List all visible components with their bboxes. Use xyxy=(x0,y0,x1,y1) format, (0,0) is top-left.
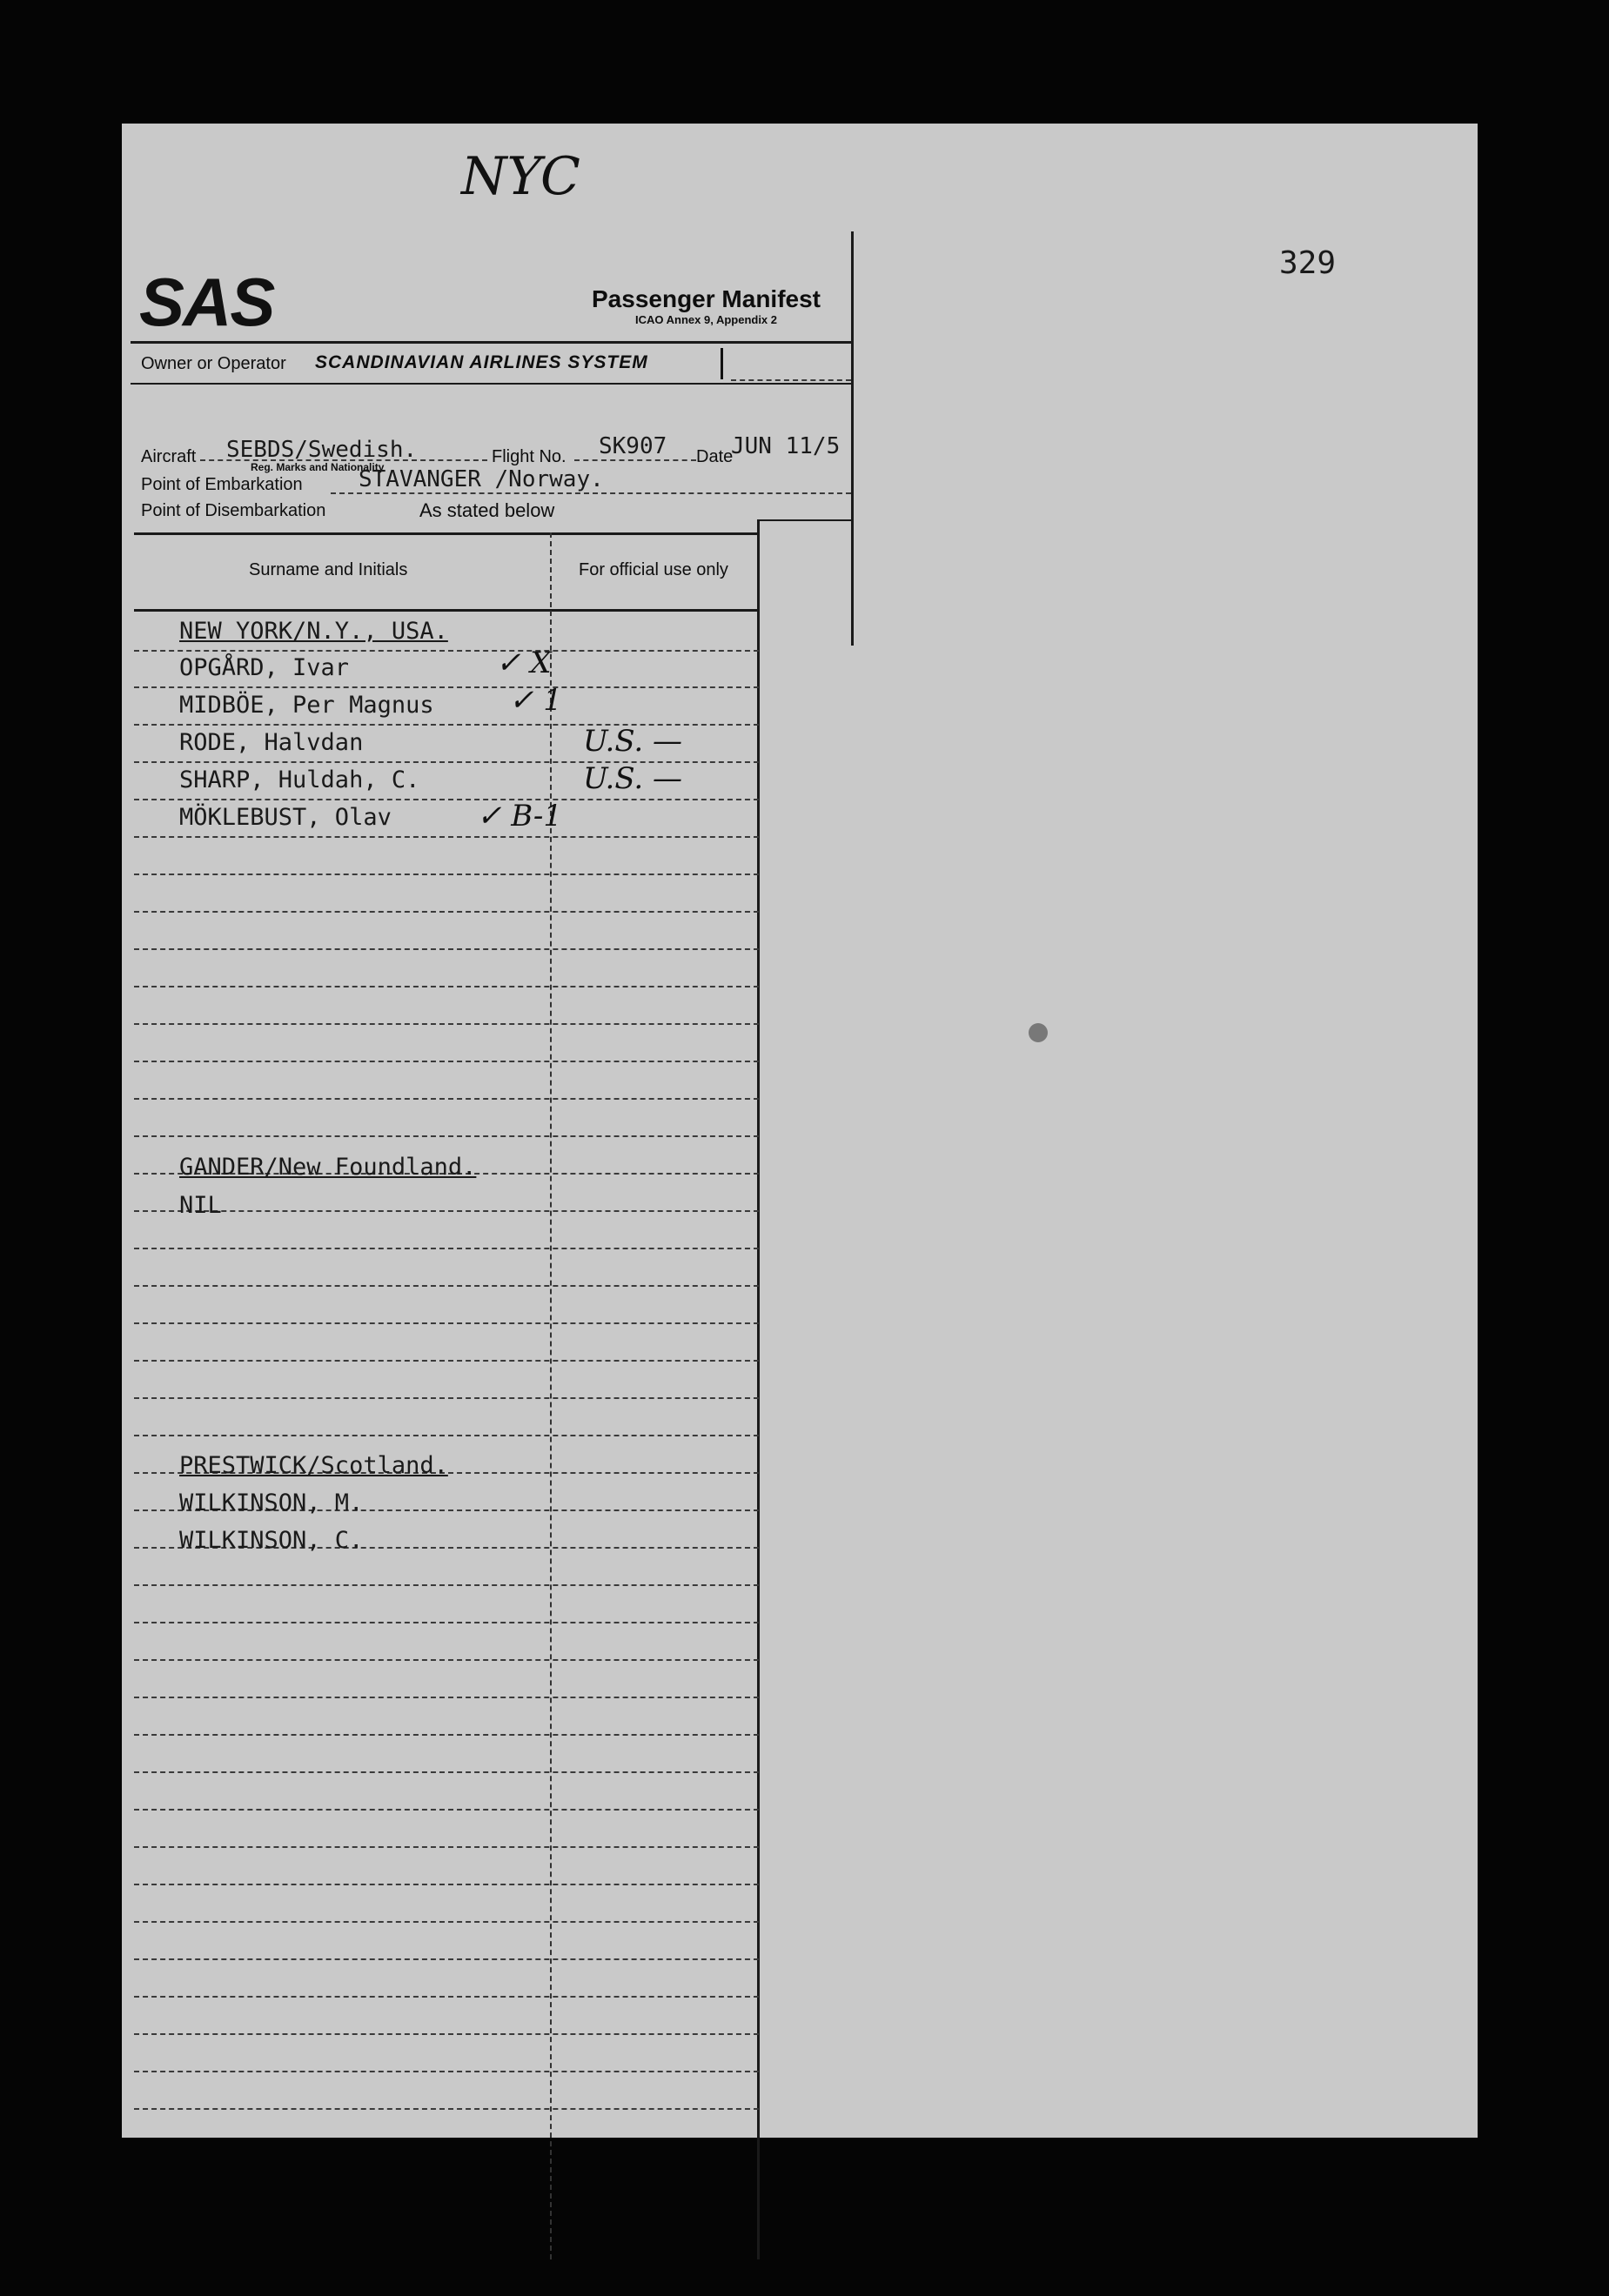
row-rule xyxy=(134,1734,759,1736)
col-official-header: For official use only xyxy=(579,560,728,579)
owner-separator xyxy=(721,348,723,379)
sas-logo: SAS xyxy=(139,264,274,340)
row-rule xyxy=(134,1697,759,1698)
embarkation-line xyxy=(331,492,851,494)
row-rule xyxy=(134,1921,759,1923)
row-rule xyxy=(134,874,759,875)
aircraft-value: SEBDS/Swedish. xyxy=(226,437,418,463)
row-rule xyxy=(134,1322,759,1324)
official-mark: ✓ B-1 xyxy=(477,799,563,833)
passenger-name: WILKINSON, C. xyxy=(179,1527,364,1554)
row-rule xyxy=(134,1809,759,1811)
row-rule xyxy=(134,1098,759,1100)
row-rule xyxy=(134,836,759,838)
official-mark: U.S. — xyxy=(583,724,683,759)
embarkation-value: STAVANGER /Norway. xyxy=(359,466,604,492)
owner-label: Owner or Operator xyxy=(141,354,286,373)
row-rule xyxy=(134,1622,759,1623)
destination-prestwick: PRESTWICK/Scotland. xyxy=(179,1452,448,1479)
col-surname-header: Surname and Initials xyxy=(249,560,408,579)
header-box-step xyxy=(757,519,853,521)
official-mark: ✓ X xyxy=(496,646,552,680)
row-rule xyxy=(134,1884,759,1885)
aircraft-sublabel: Reg. Marks and Nationality xyxy=(251,461,385,473)
date-label: Date xyxy=(696,447,734,466)
row-rule xyxy=(134,986,759,987)
ink-smudge xyxy=(1029,1023,1048,1042)
row-rule xyxy=(134,1023,759,1025)
disembarkation-value: As stated below xyxy=(419,499,555,521)
row-rule xyxy=(134,1135,759,1137)
row-rule xyxy=(134,1996,759,1998)
row-rule xyxy=(134,1397,759,1399)
row-rule xyxy=(134,2071,759,2072)
passenger-name: WILKINSON, M. xyxy=(179,1489,364,1516)
passenger-name: SHARP, Huldah, C. xyxy=(179,766,420,793)
row-rule xyxy=(134,1061,759,1062)
row-rule xyxy=(134,1771,759,1773)
owner-line xyxy=(731,379,851,381)
destination-new-york: NEW YORK/N.Y., USA. xyxy=(179,618,448,645)
passenger-name: MÖKLEBUST, Olav xyxy=(179,804,392,831)
page-number: 329 xyxy=(1279,245,1337,281)
form-subtitle: ICAO Annex 9, Appendix 2 xyxy=(635,313,778,326)
embarkation-label: Point of Embarkation xyxy=(141,475,303,494)
official-mark: U.S. — xyxy=(583,761,683,796)
column-divider xyxy=(550,532,552,2259)
row-rule xyxy=(134,1659,759,1661)
manifest-sheet xyxy=(122,124,1478,2138)
flight-line xyxy=(574,459,696,461)
table-header-top-rule xyxy=(134,532,759,535)
official-mark: ✓ 1 xyxy=(509,683,562,718)
row-rule xyxy=(134,1360,759,1362)
passenger-name: OPGÅRD, Ivar xyxy=(179,654,350,681)
row-rule xyxy=(134,1584,759,1586)
row-rule xyxy=(134,2108,759,2110)
handwritten-destination: NYC xyxy=(461,146,580,207)
row-rule xyxy=(134,686,759,688)
owner-value: SCANDINAVIAN AIRLINES SYSTEM xyxy=(315,352,648,372)
row-rule xyxy=(134,650,759,652)
table-right-border xyxy=(757,519,760,2259)
aircraft-label: Aircraft xyxy=(141,447,197,466)
row-rule xyxy=(134,799,759,800)
date-value: JUN 11/5 xyxy=(731,433,841,459)
row-rule xyxy=(134,1285,759,1287)
table-header-bottom-rule xyxy=(134,609,759,612)
row-rule xyxy=(134,911,759,913)
header-rule-owner xyxy=(131,383,853,385)
row-rule xyxy=(134,1435,759,1436)
flight-value: SK907 xyxy=(599,433,667,459)
row-rule xyxy=(134,948,759,950)
header-box-right-border xyxy=(851,231,854,646)
passenger-name: MIDBÖE, Per Magnus xyxy=(179,692,434,719)
row-rule xyxy=(134,1248,759,1249)
passenger-name: NIL xyxy=(179,1192,222,1219)
disembarkation-label: Point of Disembarkation xyxy=(141,501,326,520)
flight-label: Flight No. xyxy=(492,447,567,466)
row-rule xyxy=(134,2033,759,2035)
form-title: Passenger Manifest xyxy=(592,285,821,312)
passenger-name: RODE, Halvdan xyxy=(179,729,364,756)
aircraft-line xyxy=(200,459,487,461)
row-rule xyxy=(134,1210,759,1212)
row-rule xyxy=(134,1958,759,1960)
destination-gander: GANDER/New Foundland. xyxy=(179,1154,477,1181)
row-rule xyxy=(134,1846,759,1848)
